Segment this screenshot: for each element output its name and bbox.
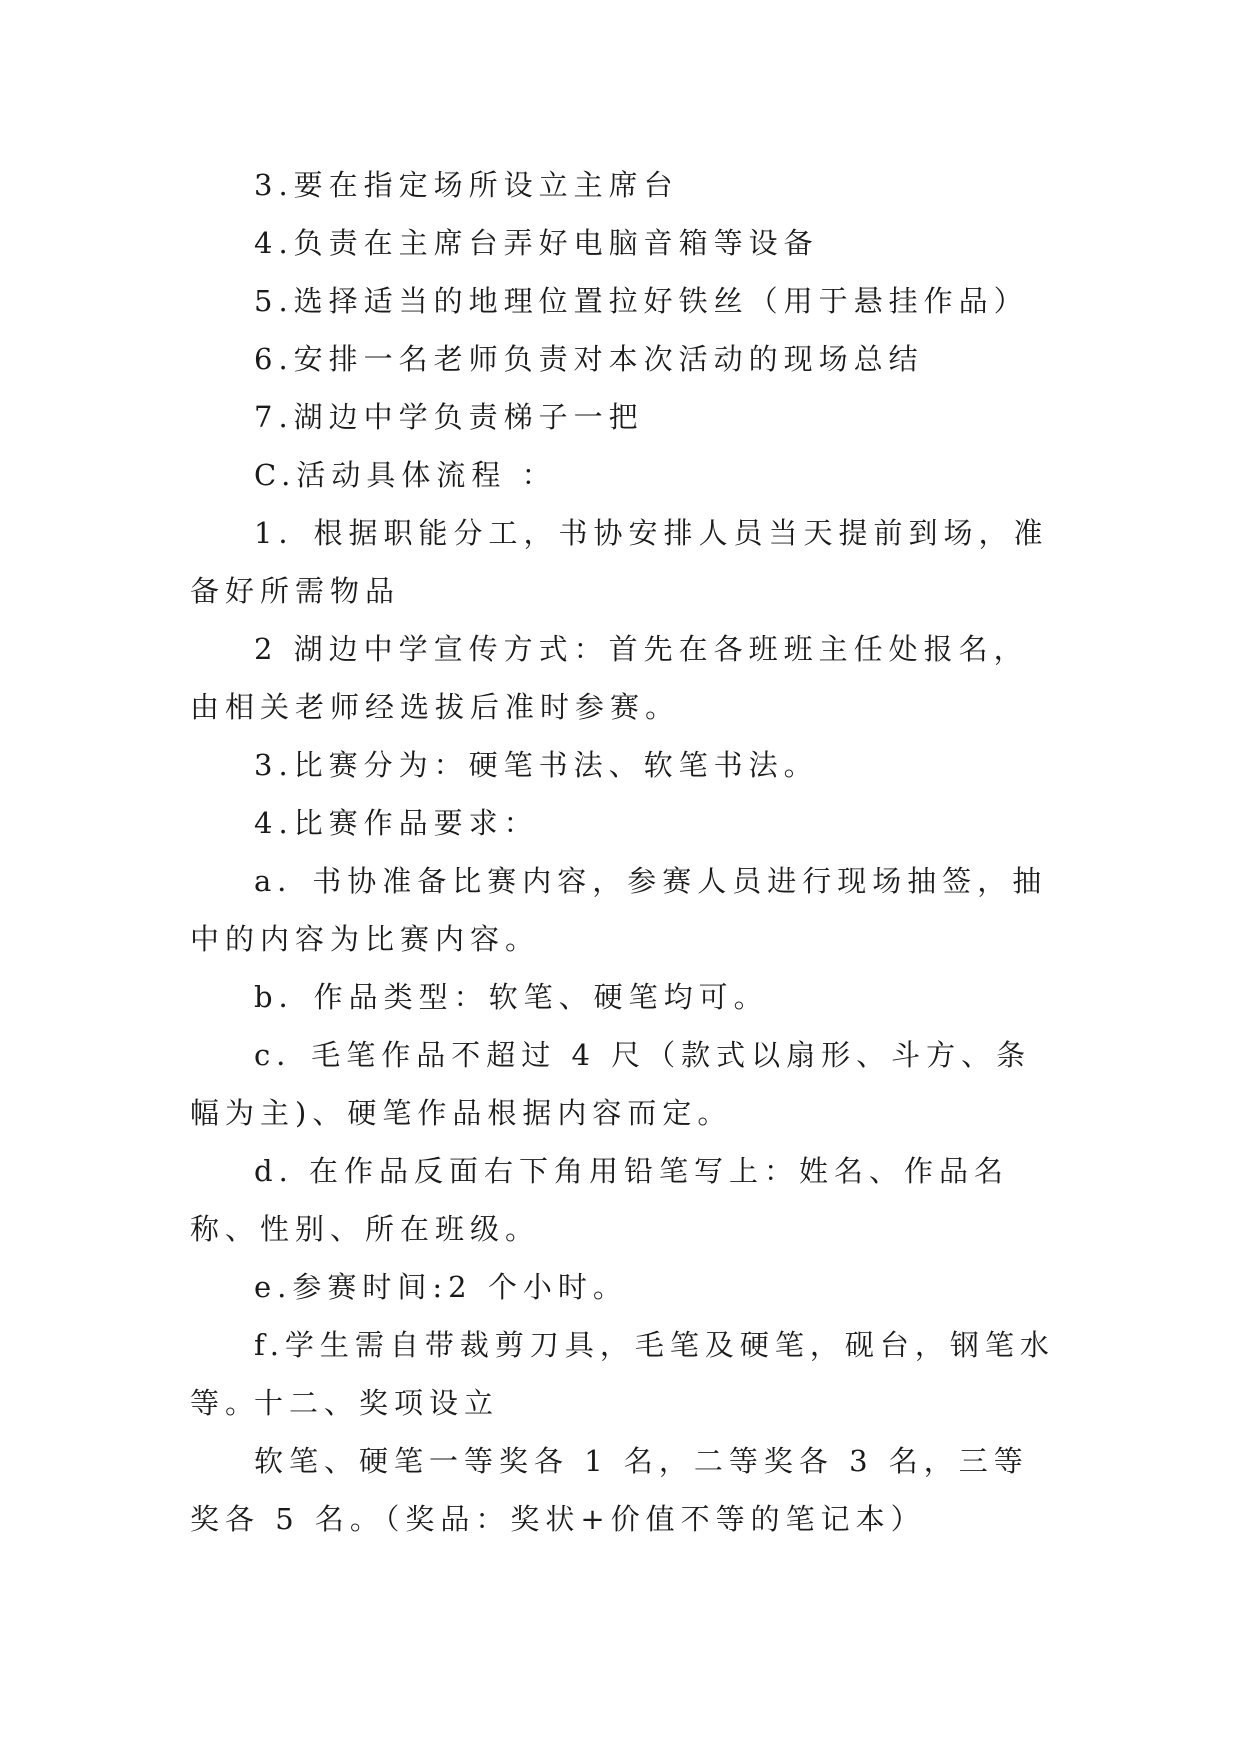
paragraph-item-7: 7.湖边中学负责梯子一把 — [254, 400, 644, 434]
flow-step-3: 3.比赛分为：硬笔书法、软笔书法。 — [254, 748, 819, 782]
flow-step-1: 1．根据职能分工，书协安排人员当天提前到场，准备好所需物品 — [190, 516, 1049, 608]
paragraph-item-3: 3.要在指定场所设立主席台 — [254, 168, 679, 202]
flow-step-2: 2 湖边中学宣传方式：首先在各班班主任处报名，由相关老师经选拔后准时参赛。 — [190, 632, 1029, 724]
paragraph-item-6: 6.安排一名老师负责对本次活动的现场总结 — [254, 342, 924, 376]
requirement-e: e.参赛时间:2 个小时。 — [254, 1270, 628, 1304]
requirement-c: c．毛笔作品不超过 4 尺（款式以扇形、斗方、条幅为主)、硬笔作品根据内容而定。 — [190, 1038, 1032, 1130]
requirement-f: f.学生需自带裁剪刀具，毛笔及硬笔，砚台，钢笔水等。 — [190, 1328, 1055, 1420]
requirement-b: b．作品类型：软笔、硬笔均可。 — [254, 980, 769, 1014]
awards-description: 软笔、硬笔一等奖各 1 名，二等奖各 3 名，三等奖各 5 名。（奖品：奖状+价值不等的笔记本） — [190, 1444, 1029, 1536]
requirement-a: a．书协准备比赛内容，参赛人员进行现场抽签，抽中的内容为比赛内容。 — [190, 864, 1048, 956]
paragraph-item-4: 4.负责在主席台弄好电脑音箱等设备 — [254, 226, 819, 260]
section-heading-flow: C.活动具体流程 ： — [254, 458, 557, 492]
requirement-d: d. 在作品反面右下角用铅笔写上：姓名、作品名称、性别、所在班级。 — [190, 1154, 1010, 1246]
flow-step-4: 4.比赛作品要求： — [254, 806, 539, 840]
paragraph-item-5: 5.选择适当的地理位置拉好铁丝（用于悬挂作品） — [254, 284, 1029, 318]
section-heading-awards: 十二、奖项设立 — [254, 1386, 500, 1420]
